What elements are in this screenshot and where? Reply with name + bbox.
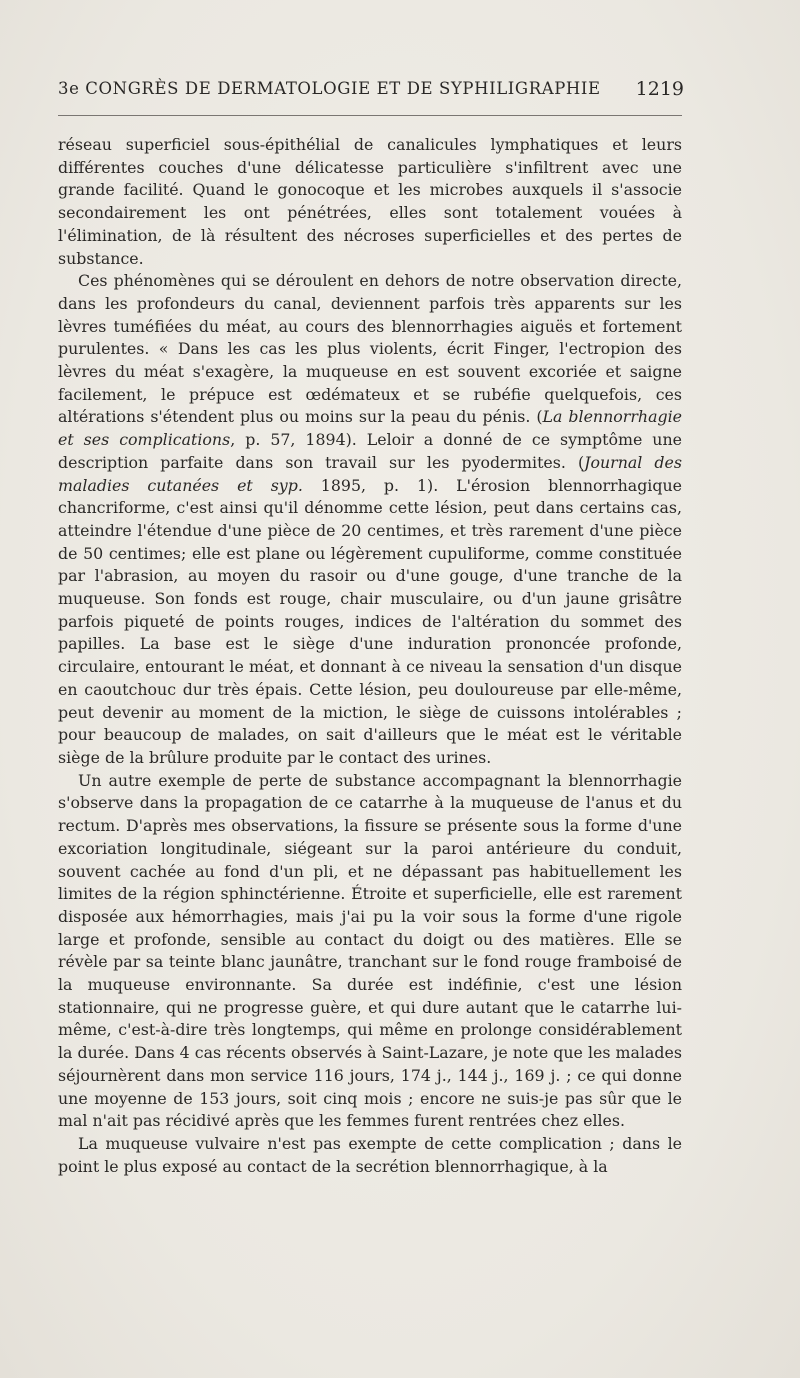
text-segment: Ces phénomènes qui se déroulent en dehors de notre observation directe, dans les profondeurs du canal, deviennent parfois très apparents sur les lèvres tuméfiées du méat, au cours des blennorrhagies aiguës et fortement purulentes. « Dans les cas les plus violents, écrit Finger, l'ectropion des lèvres du méat s'exagère, la muqueuse en est souvent excoriée et saigne facilement, le prépuce est œdémateux et se rubéfie quelquefois, ces altérations s'étendent plus ou moins sur la peau du pénis. ( xyxy=(58,271,682,427)
header-rule xyxy=(58,115,682,116)
running-title: 3e CONGRÈS DE DERMATOLOGIE ET DE SYPHILIGRAPHIE xyxy=(58,79,601,98)
text-segment: réseau superficiel sous-épithélial de canalicules lymphatiques et leurs différentes couches d'une délicatesse particulière s'infiltrent avec une grande facilité. Quand le gonocoque et les microbes auxquels il s'associe secondairement les ont pénétrées, elles sont totalement vouées à l'élimination, de là résultent des nécroses superficielles et des pertes de substance. xyxy=(58,135,682,268)
text-segment: Un autre exemple de perte de substance accompagnant la blennorrhagie s'observe dans la propagation de ce catarrhe à la muqueuse de l'anus et du rectum. D'après mes observations, la fissure se présente sous la forme d'une excoriation longitudinale, siégeant sur la paroi antérieure du conduit, souvent cachée au fond d'un pli, et ne dépassant pas habituellement les limites de la région sphinctérienne. Étroite et superficielle, elle est rarement disposée aux hémorrhagies, mais j'ai pu la voir sous la forme d'une rigole large et profonde, sensible au contact du doigt ou des matières. Elle se révèle par sa teinte blanc jaunâtre, tranchant sur le fond rouge framboisé de la muqueuse environnante. Sa durée est indéfinie, c'est une lésion stationnaire, qui ne progresse guère, et qui dure autant que le catarrhe lui-même, c'est-à-dire très longtemps, qui même en prolonge considérablement la durée. Dans 4 cas récents observés à Saint-Lazare, je note que les malades séjournèrent dans mon service 116 jours, 174 j., 144 j., 169 j. ; ce qui donne une moyenne de 153 jours, soit cinq mois ; encore ne suis-je pas sûr que le mal n'ait pas récidivé après que les femmes furent rentrées chez elles. xyxy=(58,770,682,1131)
text-segment: La muqueuse vulvaire n'est pas exempte de cette complication ; dans le point le plus exposé au contact de la secrétion blennorrhagique, à la xyxy=(58,1133,682,1176)
page-number: 1219 xyxy=(635,78,684,100)
paragraph xyxy=(58,770,682,1133)
paragraph xyxy=(58,1133,682,1178)
text-segment: , p. 57, 1894). Leloir a donné de ce symptôme une description parfaite dans son travail sur les pyodermites. ( xyxy=(58,430,683,472)
paragraph xyxy=(58,134,682,270)
text-segment: 1895, p. 1). L'érosion blennorrhagique chancriforme, c'est ainsi qu'il dénomme cette lésion, peut dans certains cas, atteindre l'étendue d'une pièce de 20 centimes, et très rarement d'une pièce de 50 centimes; elle est plane ou légèrement cupuliforme, comme constituée par l'abrasion, au moyen du rasoir ou d'une gouge, d'une tranche de la muqueuse. Son fonds est rouge, chair musculaire, ou d'un jaune grisâtre parfois piqueté de points rouges, indices de l'altération du sommet des papilles. La base est le siège d'une induration prononcée profonde, circulaire, entourant le méat, et donnant à ce niveau la sensation d'un disque en caoutchouc dur très épais. Cette lésion, peu douloureuse par elle-même, peut devenir au moment de la miction, le siège de cuissons intolérables ; pour beaucoup de malades, on sait d'ailleurs que le méat est le véritable siège de la brûlure produite par le contact des urines. xyxy=(58,475,682,767)
citation-title: Journal des maladies cutanées et syp. xyxy=(58,452,682,495)
body-text xyxy=(58,134,682,1178)
paragraph xyxy=(58,270,682,769)
running-header xyxy=(58,76,684,102)
citation-title: La blennorrhagie et ses complications xyxy=(58,407,682,450)
